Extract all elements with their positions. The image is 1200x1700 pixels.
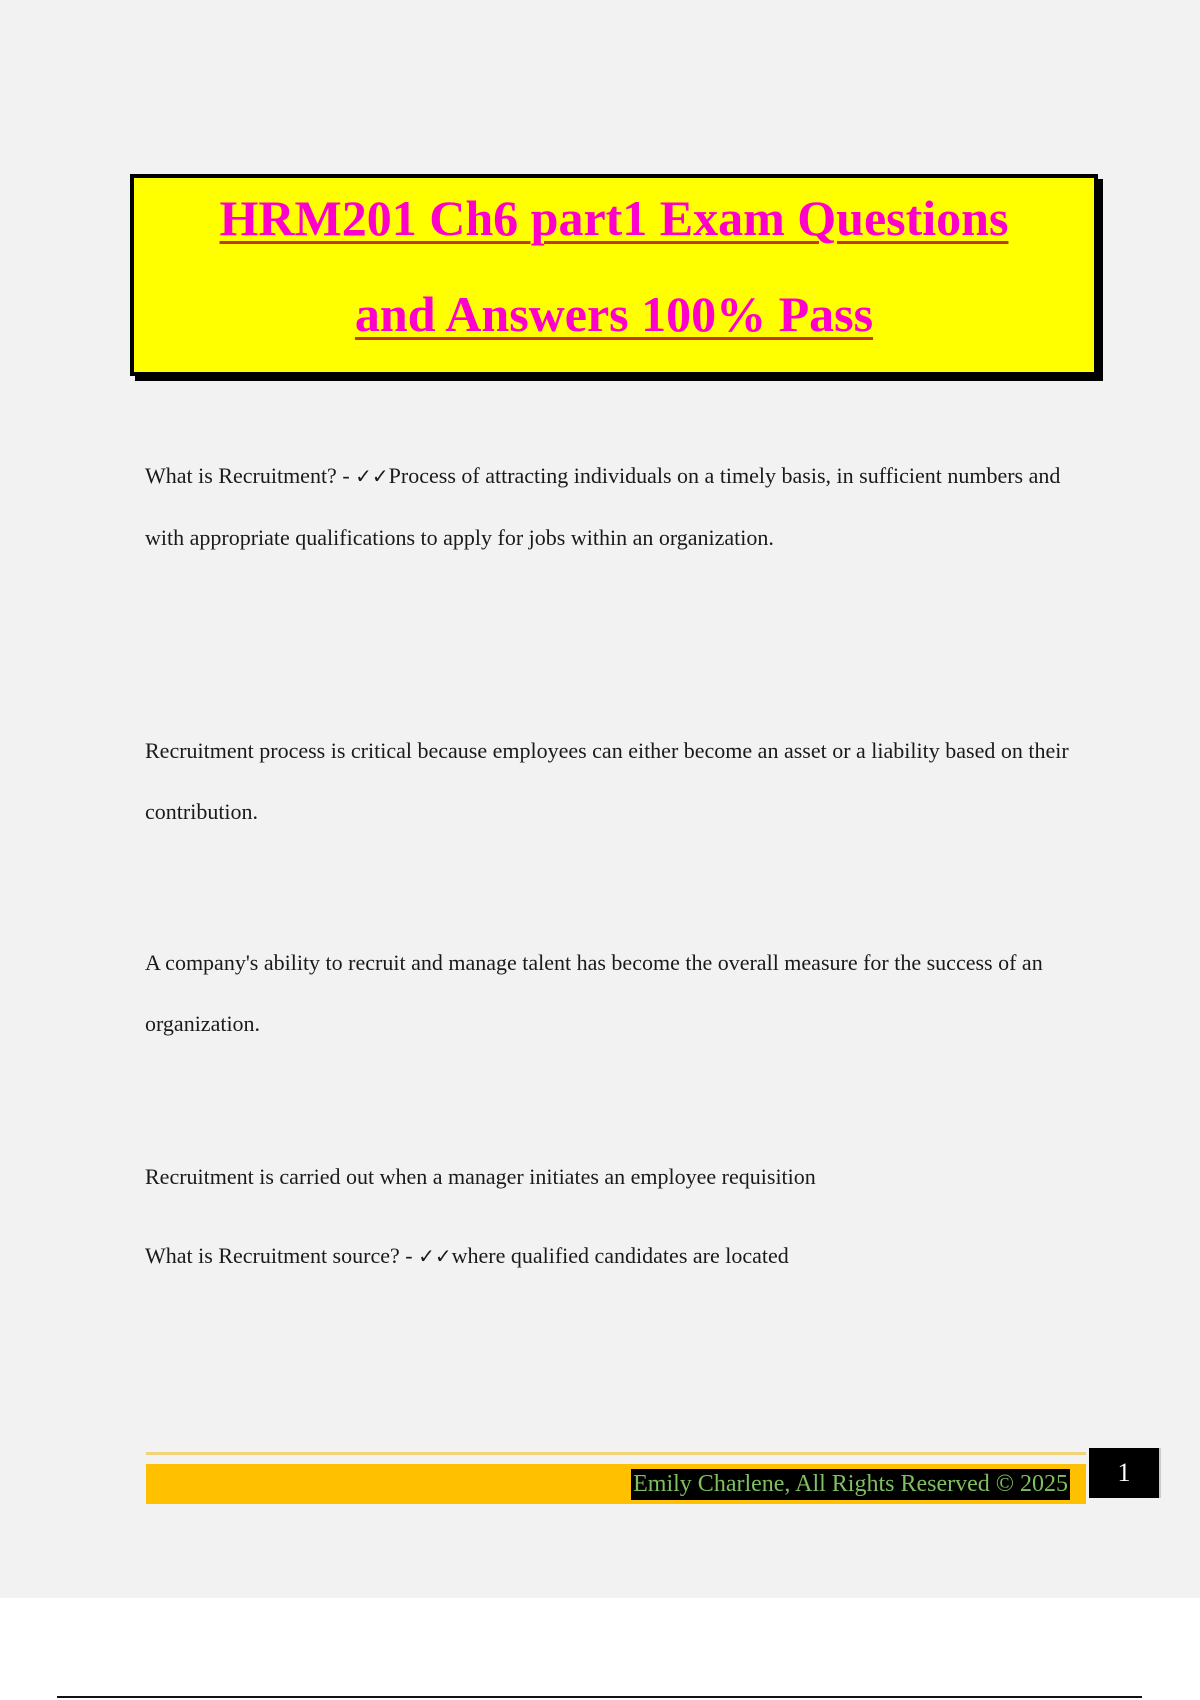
qa-recruitment-definition bbox=[145, 445, 1075, 568]
question-text: What is Recruitment? - bbox=[145, 463, 356, 488]
footer-bar bbox=[146, 1464, 1086, 1504]
paragraph-employee-requisition: Recruitment is carried out when a manager initiates an employee requisition bbox=[145, 1164, 816, 1189]
footer-divider bbox=[146, 1452, 1086, 1455]
paragraph-recruitment-critical: Recruitment process is critical because employees can either become an asset or a liability based on their contribution. bbox=[145, 738, 1069, 824]
qa-recruitment-source bbox=[145, 1225, 1075, 1287]
paragraph-talent-measure: A company's ability to recruit and manage talent has become the overall measure for the success of an organization. bbox=[145, 950, 1043, 1036]
title-line-1: HRM201 Ch6 part1 Exam Questions bbox=[219, 190, 1009, 246]
double-check-icon: ✓✓ bbox=[418, 1244, 452, 1268]
next-page-divider bbox=[57, 1696, 1142, 1698]
answer-text: Process of attracting individuals on a timely basis, in sufficient numbers and with appropriate qualifications to apply for jobs within an organization. bbox=[145, 463, 1061, 550]
question-text: What is Recruitment source? - bbox=[145, 1243, 419, 1268]
title-line-2: and Answers 100% Pass bbox=[354, 286, 874, 342]
double-check-icon: ✓✓ bbox=[355, 464, 389, 488]
answer-text: where qualified candidates are located bbox=[451, 1243, 789, 1268]
page-number: 1 bbox=[1089, 1448, 1161, 1498]
title-banner bbox=[130, 174, 1098, 376]
footer-copyright: Emily Charlene, All Rights Reserved © 2025 bbox=[631, 1469, 1070, 1500]
